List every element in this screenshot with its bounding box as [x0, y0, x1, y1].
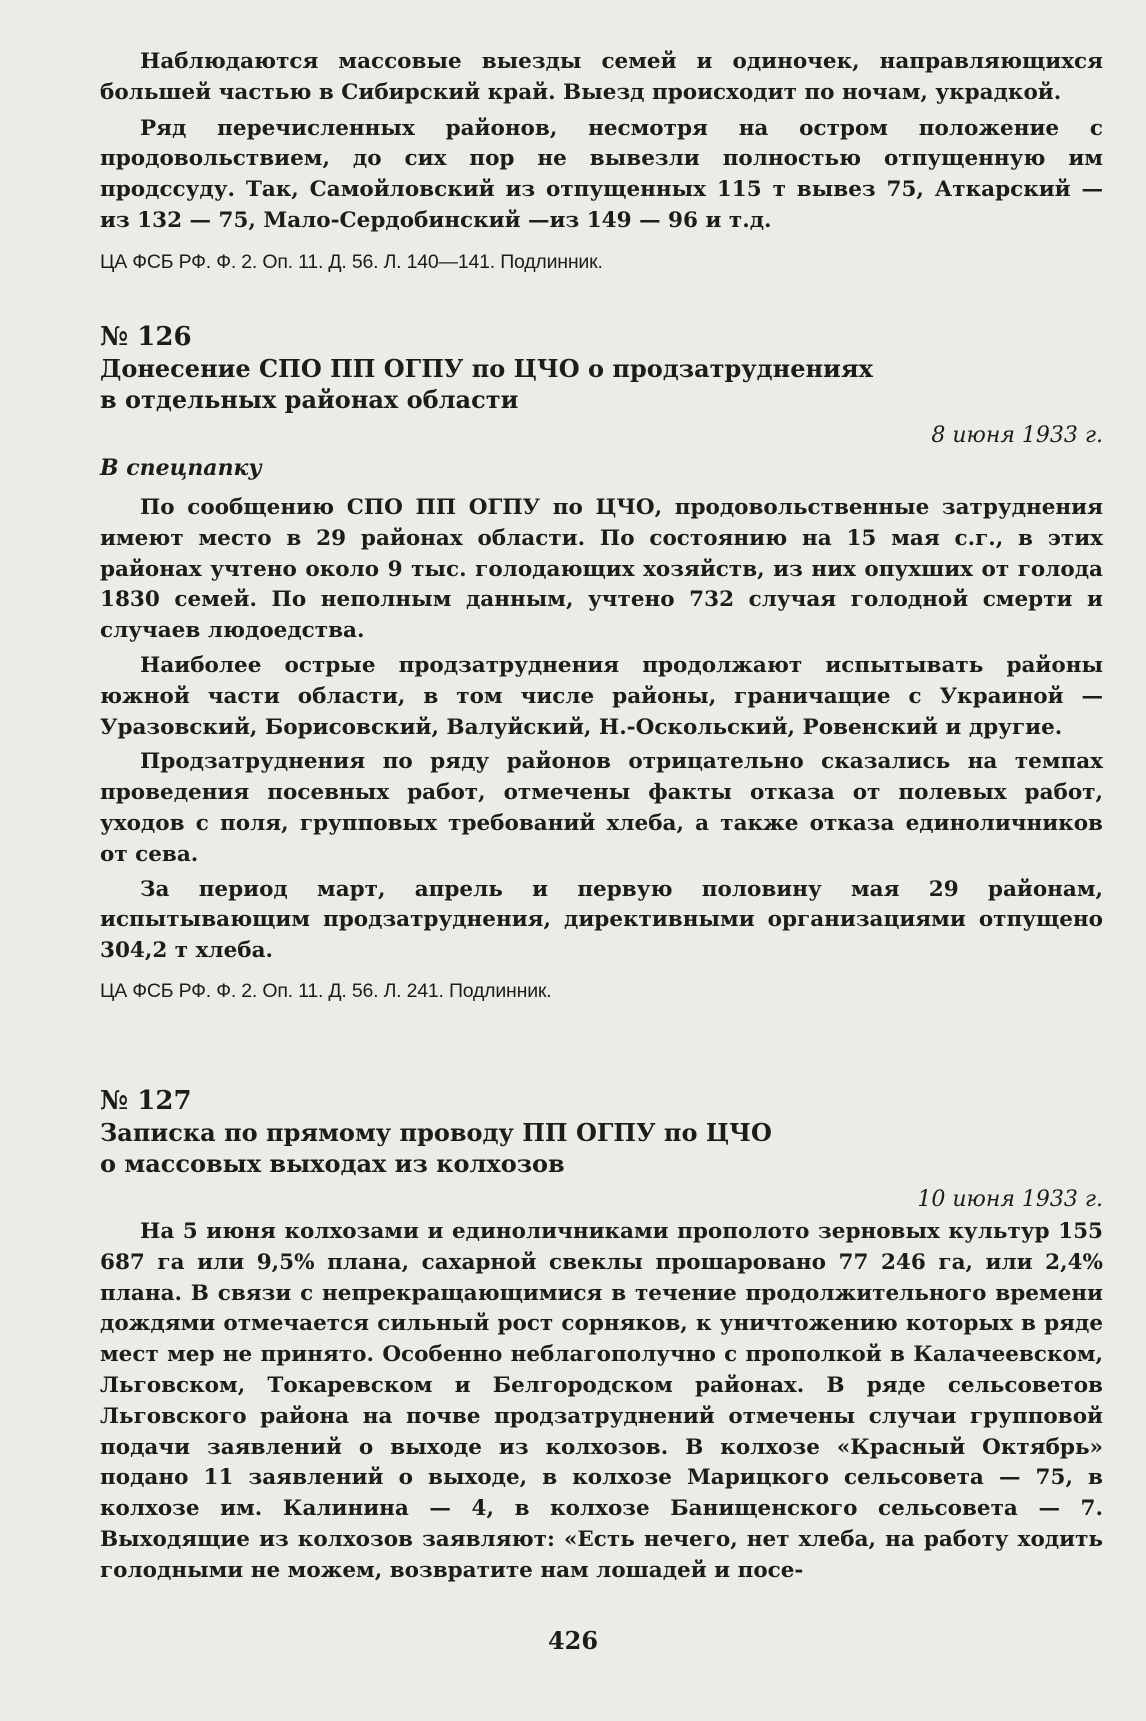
doc126-number: № 126: [100, 322, 192, 352]
doc126-title-line-2: в отдельных районах области: [100, 385, 519, 414]
doc126-archive-source: ЦА ФСБ РФ. Ф. 2. Оп. 11. Д. 56. Л. 241. Подлинник.: [100, 979, 552, 1002]
doc126-paragraph-4: За период март, апрель и первую половину мая 29 районам, испытывающим продзатруднения, директивными организациями отпущено 304,2 т хлеба.: [100, 876, 1103, 964]
doc126-title-line-1: Донесение СПО ПП ОГПУ по ЦЧО о продзатруднениях: [100, 354, 873, 383]
intro-archive-source: ЦА ФСБ РФ. Ф. 2. Оп. 11. Д. 56. Л. 140—141. Подлинник.: [100, 250, 603, 273]
intro-block: [100, 47, 1103, 276]
doc127-title-line-1: Записка по прямому проводу ПП ОГПУ по ЦЧО: [100, 1118, 772, 1147]
doc126-date: 8 июня 1933 г.: [931, 423, 1103, 448]
doc126-classification-mark: В спецпапку: [100, 455, 262, 481]
page-number: 426: [547, 1626, 599, 1655]
doc127-number: № 127: [100, 1086, 192, 1116]
doc127-title-line-2: о массовых выходах из колхозов: [100, 1149, 565, 1178]
doc126-paragraph-3: Продзатруднения по ряду районов отрицательно сказались на темпах проведения посевных работ, отмечены факты отказа от полевых работ, уходов с поля, групповых требований хлеба, а также отказа единоличников от сева.: [100, 749, 1103, 867]
doc127-paragraph-1: На 5 июня колхозами и единоличниками прополото зерновых культур 155 687 га или 9,5% плана, сахарной свеклы прошаровано 77 246 га, или 2,4% плана. В связи с непрекращающимися в течение продолжительного времени дождями отмечается сильный рост сорняков, к уничтожению которых в ряде мест мер не принято. Особенно неблагополучно с прополкой в Калачеевском, Льговском, Токаревском и Белгородском районах. В ряде сельсоветов Льговского района на почве продзатруднений отмечены случаи групповой подачи заявлений о выходе из колхозов. В колхозе «Красный Октябрь» подано 11 заявлений о выходе, в колхозе Марицкого сельсовета — 75, в колхозе им. Калинина — 4, в колхозе Банищенского сельсовета — 7. Выходящие из колхозов заявляют: «Есть нечего, нет хлеба, на работу ходить голодными не можем, возвратите нам лошадей и посе-: [100, 1219, 1103, 1583]
intro-paragraph-1: Наблюдаются массовые выезды семей и одиночек, направляющихся большей частью в Сибирский край. Выезд происходит по ночам, украдкой.: [100, 49, 1103, 105]
doc126-paragraph-2: Наиболее острые продзатруднения продолжают испытывать районы южной части области, в том числе районы, граничащие с Украиной — Уразовский, Борисовский, Валуйский, Н.-Оскольский, Ровенский и другие.: [100, 652, 1103, 740]
doc127-date: 10 июня 1933 г.: [917, 1187, 1103, 1212]
intro-paragraph-2: Ряд перечисленных районов, несмотря на остром положение с продовольствием, до сих пор не вывезли полностью отпущенную им продссуду. Так, Самойловский из отпущенных 115 т вывез 75, Аткарский — из 132 — 75, Мало-Сердобинский —из 149 — 96 и т.д.: [100, 115, 1103, 233]
document-127: [100, 1085, 1103, 1587]
doc126-paragraph-1: По сообщению СПО ПП ОГПУ по ЦЧО, продовольственные затруднения имеют место в 29 районах области. По состоянию на 15 мая с.г., в этих районах учтено около 9 тыс. голодающих хозяйств, из них опухших от голода 1830 семей. По неполным данным, учтено 732 случая голодной смерти и случаев людоедства.: [100, 495, 1103, 644]
document-126: [100, 321, 1103, 1005]
